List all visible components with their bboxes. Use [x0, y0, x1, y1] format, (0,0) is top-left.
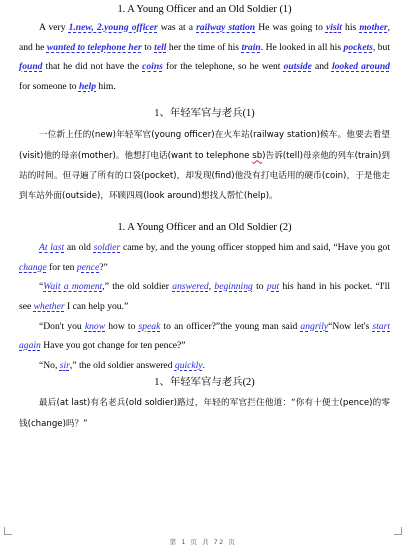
page-corner-mark-right: [394, 527, 402, 535]
highlighted-word: coins: [142, 61, 163, 73]
paragraph-4: “Don't you know how to speak to an officer?”the young man said angrily“Now let's start again Have you got change for ten pence?”: [19, 320, 390, 352]
section-title-1-cn: 1、年轻军官与老兵(1): [154, 108, 255, 120]
highlighted-word: sir: [59, 359, 70, 371]
paragraph-3: “Wait a moment,” the old soldier answered, beginning to put his hand in his pocket. “I'll see whether I can help you.”: [19, 281, 390, 312]
highlighted-word: outside: [283, 61, 312, 73]
section-title-1: 1. A Young Officer and an Old Soldier (1): [117, 4, 292, 15]
page-corner-mark-left: [4, 527, 12, 535]
highlighted-word: At last: [39, 242, 65, 254]
paragraph-5: “No, sir,” the old soldier answered quickly.: [39, 359, 205, 371]
page-content: [19, 2, 390, 434]
highlighted-word: looked around: [331, 61, 390, 73]
spellcheck-word: sb: [252, 150, 263, 161]
highlighted-word: mother: [359, 22, 388, 33]
highlighted-word: whether: [33, 300, 65, 312]
section-1-body: [19, 18, 390, 96]
paragraph-1-cn: 一位新上任的(new)年轻军官(young officer)在火车站(railway station)候车。他要去看望(visit)他的母亲(mother)。他想打电话(want to telephone sb)告诉(tell)母亲他的列车(train)到站的时间。但寻遍了所有的口袋(pocket)，却发现(find)他没有打电话用的硬币(coin)，于是他走到车站外面(outside)，环顾四周(look around)想找人帮忙(help)。: [19, 130, 390, 201]
paragraph-2-cn: 最后(at last)有名老兵(old soldier)路过，年轻的军官拦住他道：“你有十便士(pence)的零钱(change)吗？”: [19, 398, 390, 429]
section-title-2: 1. A Young Officer and an Old Soldier (2): [117, 222, 292, 234]
highlighted-word: railway station: [196, 22, 256, 33]
highlighted-word: speak: [138, 320, 161, 332]
highlighted-word: quickly: [174, 359, 203, 371]
highlighted-word: wanted to telephone her: [46, 41, 142, 53]
highlighted-word: put: [266, 281, 280, 293]
highlighted-word: pence: [76, 261, 100, 273]
highlighted-word: visit: [325, 22, 342, 33]
section-1-cn-body: [19, 125, 390, 206]
highlighted-word: angrily: [300, 320, 329, 332]
page-number: 第 1 页 共 72 页: [169, 538, 237, 546]
section-2-cn-body: [19, 393, 390, 433]
section-title-2-cn: 1、年轻军官与老兵(2): [154, 377, 255, 389]
highlighted-word: beginning: [214, 281, 253, 293]
section-2-body: [19, 238, 390, 375]
highlighted-word: help: [78, 80, 97, 92]
highlighted-word: Wait a moment: [43, 281, 103, 293]
highlighted-word: know: [84, 320, 106, 332]
highlighted-word: change: [19, 261, 47, 273]
highlighted-word: answered: [172, 281, 209, 293]
paragraph-2: At last an old soldier came by, and the young officer stopped him and said, “Have you got change for ten pence?”: [19, 242, 390, 273]
highlighted-word: start again: [19, 320, 390, 352]
highlighted-word: train: [241, 41, 261, 53]
highlighted-word: soldier: [93, 242, 121, 254]
highlighted-word: found: [19, 61, 43, 73]
highlighted-word: tell: [154, 41, 167, 53]
highlighted-word: pockets: [343, 41, 373, 53]
paragraph-1: A very 1.new, 2.young officer was at a railway station He was going to visit his mother, and he wanted to telephone her to tell her the time of his train. He looked in all his pockets, but found that he did not have the coins for the telephone, so he went outside and looked around for someone to help him.: [19, 22, 390, 92]
highlighted-word: 1.new, 2.young officer: [68, 22, 158, 33]
